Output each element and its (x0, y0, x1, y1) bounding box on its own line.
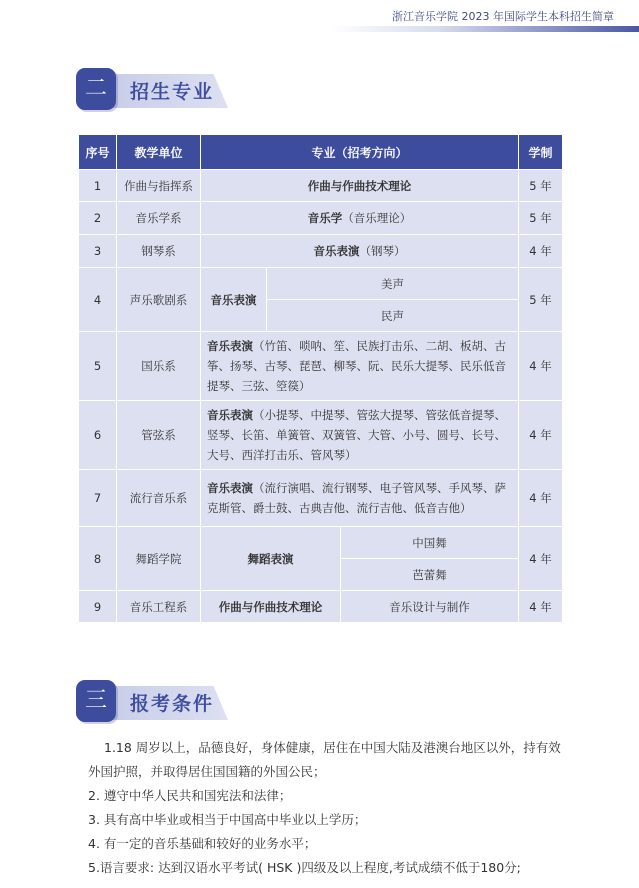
cell-direction: 中国舞 (341, 527, 519, 559)
conditions-list (88, 736, 568, 880)
cell-no: 9 (79, 591, 117, 623)
major-name: 音乐表演 (207, 481, 253, 495)
cell-major (201, 235, 519, 268)
major-name: 音乐表演 (313, 244, 360, 258)
major-name: 音乐表演 (207, 339, 253, 353)
cell-no: 3 (79, 235, 117, 268)
major-name: 音乐表演 (207, 408, 253, 422)
condition-item: 3. 具有高中毕业或相当于中国高中毕业以上学历； (88, 812, 367, 827)
cell-direction: 音乐设计与制作 (341, 591, 519, 623)
header-no: 序号 (79, 135, 117, 170)
cell-unit: 音乐工程系 (117, 591, 201, 623)
cell-years: 4 年 (519, 527, 563, 591)
table-row (79, 591, 563, 623)
cell-unit: 音乐学系 (117, 202, 201, 235)
cell-years: 4 年 (519, 470, 563, 527)
condition-item: 1.18 周岁以上，品德良好，身体健康，居住在中国大陆及港澳台地区以外，持有效外国护照，并取得居住国国籍的外国公民； (88, 740, 561, 779)
table-row (79, 235, 563, 268)
cell-major: 作曲与作曲技术理论 (201, 591, 341, 623)
cell-years: 4 年 (519, 591, 563, 623)
cell-no: 8 (79, 527, 117, 591)
major-direction: （竹笛、唢呐、笙、民族打击乐、二胡、板胡、古筝、扬琴、古琴、琵琶、柳琴、阮、民乐大提琴、民乐低音提琴、三弦、箜篌） (207, 339, 506, 393)
cell-no: 4 (79, 268, 117, 332)
major-direction: （流行演唱、流行钢琴、电子管风琴、手风琴、萨克斯管、爵士鼓、古典吉他、流行吉他、低音吉他） (207, 481, 506, 515)
cell-major: 音乐表演 (201, 268, 267, 332)
cell-unit: 管弦系 (117, 401, 201, 470)
major-direction: （音乐理论） (342, 211, 412, 225)
cell-unit: 舞蹈学院 (117, 527, 201, 591)
section-heading-majors (76, 68, 256, 112)
section-number: 三 (76, 680, 116, 722)
table-row (79, 470, 563, 527)
table-row (79, 170, 563, 202)
cell-unit: 声乐歌剧系 (117, 268, 201, 332)
section-number: 二 (76, 68, 116, 110)
cell-unit: 流行音乐系 (117, 470, 201, 527)
cell-major: 舞蹈表演 (201, 527, 341, 591)
cell-unit: 国乐系 (117, 332, 201, 401)
header-years: 学制 (519, 135, 563, 170)
condition-item: 5.语言要求: 达到汉语水平考试( HSK )四级及以上程度,考试成绩不低于180分; (88, 860, 521, 875)
table-row (79, 401, 563, 470)
majors-table (78, 134, 563, 623)
header-decoration-bar (330, 26, 639, 32)
cell-major (201, 202, 519, 235)
table-header-row (79, 135, 563, 170)
header-unit: 教学单位 (117, 135, 201, 170)
table-row (79, 268, 563, 300)
table-row (79, 202, 563, 235)
cell-years: 5 年 (519, 170, 563, 202)
cell-years: 5 年 (519, 268, 563, 332)
condition-item: 2. 遵守中华人民共和国宪法和法律； (88, 788, 292, 803)
cell-direction: 芭蕾舞 (341, 559, 519, 591)
cell-major (201, 401, 519, 470)
cell-no: 6 (79, 401, 117, 470)
header-major: 专业（招考方向） (201, 135, 519, 170)
cell-no: 7 (79, 470, 117, 527)
major-direction: （钢琴） (359, 244, 406, 258)
cell-years: 5 年 (519, 202, 563, 235)
cell-years: 4 年 (519, 401, 563, 470)
cell-years: 4 年 (519, 332, 563, 401)
cell-major (201, 332, 519, 401)
table-row (79, 527, 563, 559)
table-row (79, 332, 563, 401)
section-heading-conditions (76, 680, 256, 724)
header-title: 浙江音乐学院 2023 年国际学生本科招生简章 (392, 10, 614, 23)
section-title: 招生专业 (130, 81, 215, 103)
cell-major: 作曲与作曲技术理论 (201, 170, 519, 202)
condition-item: 4. 有一定的音乐基础和较好的业务水平； (88, 836, 317, 851)
cell-no: 1 (79, 170, 117, 202)
major-name: 音乐学 (307, 211, 343, 225)
cell-unit: 钢琴系 (117, 235, 201, 268)
cell-major (201, 470, 519, 527)
cell-direction: 美声 (267, 268, 519, 300)
cell-direction: 民声 (267, 300, 519, 332)
section-title: 报考条件 (130, 693, 215, 715)
cell-unit: 作曲与指挥系 (117, 170, 201, 202)
cell-years: 4 年 (519, 235, 563, 268)
cell-no: 2 (79, 202, 117, 235)
cell-no: 5 (79, 332, 117, 401)
major-direction: （小提琴、中提琴、管弦大提琴、管弦低音提琴、竖琴、长笛、单簧管、双簧管、大管、小号、圆号、长号、大号、西洋打击乐、管风琴） (207, 408, 506, 462)
